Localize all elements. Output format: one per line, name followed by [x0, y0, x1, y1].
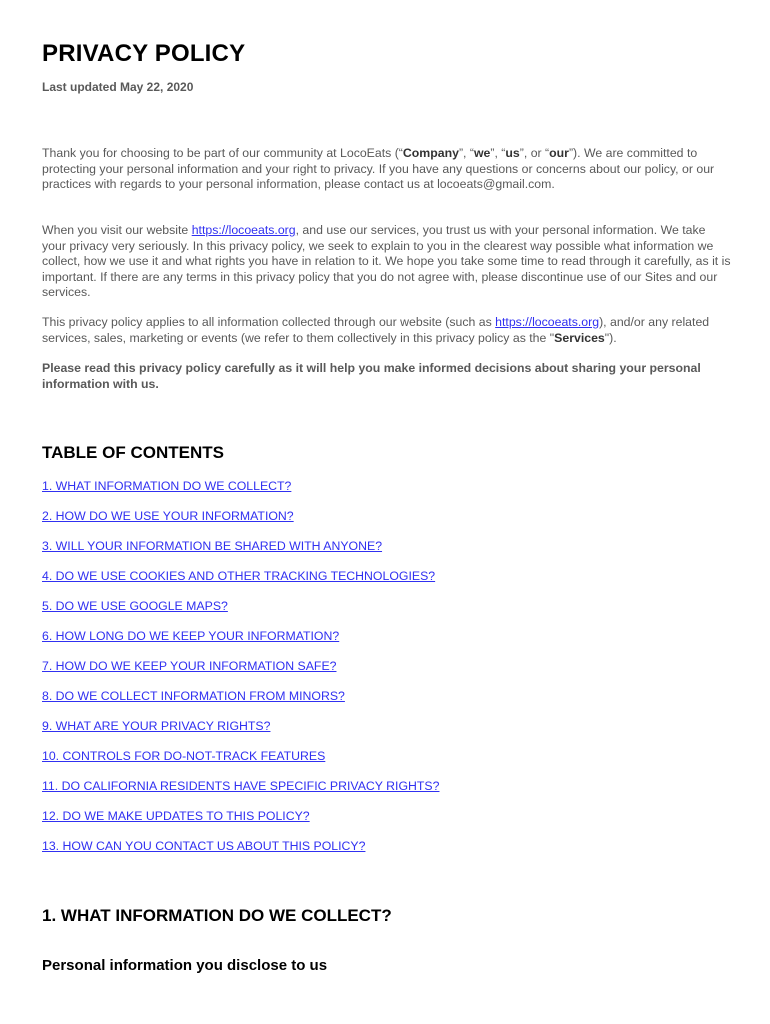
intro-text: ”). We are committed to protecting your personal information and your right to privacy. If you have any questions or concerns about our policy, or our practices with regards to your personal information, please contact us at locoeats@gmail.com. [42, 146, 715, 192]
intro-paragraph-3 [42, 315, 732, 346]
toc-item [42, 839, 439, 869]
toc-item [42, 539, 439, 569]
page-title: PRIVACY POLICY [42, 40, 246, 67]
company-term: Company [402, 146, 459, 160]
toc-link-6[interactable]: 6. HOW LONG DO WE KEEP YOUR INFORMATION? [42, 629, 340, 643]
toc-link-12[interactable]: 12. DO WE MAKE UPDATES TO THIS POLICY? [42, 809, 310, 823]
toc-title: TABLE OF CONTENTS [42, 443, 224, 462]
website-link[interactable]: https://locoeats.org [191, 223, 296, 237]
website-link[interactable]: https://locoeats.org [495, 315, 600, 329]
we-term: we [473, 146, 491, 160]
toc-link-13[interactable]: 13. HOW CAN YOU CONTACT US ABOUT THIS POLICY? [42, 839, 366, 853]
intro-paragraph-2 [42, 223, 732, 301]
toc-item [42, 599, 439, 629]
intro-text: Thank you for choosing to be part of our community at LocoEats (“ [42, 146, 403, 160]
intro-text: ”, or “ [519, 146, 550, 160]
toc-link-2[interactable]: 2. HOW DO WE USE YOUR INFORMATION? [42, 509, 294, 523]
toc-item [42, 809, 439, 839]
intro-text: This privacy policy applies to all information collected through our website (such as [42, 315, 496, 329]
toc-item [42, 509, 439, 539]
our-term: our [549, 146, 569, 160]
toc-item [42, 749, 439, 779]
intro-text: ”, “ [490, 146, 506, 160]
intro-text: "). [604, 330, 617, 345]
intro-text: When you visit our website [42, 223, 192, 237]
intro-paragraph-1 [42, 146, 732, 193]
toc-item [42, 629, 439, 659]
toc-item [42, 779, 439, 809]
toc-item [42, 659, 439, 689]
toc-item [42, 689, 439, 719]
intro-text: ”, “ [458, 146, 474, 160]
toc-link-3[interactable]: 3. WILL YOUR INFORMATION BE SHARED WITH ANYONE? [42, 539, 383, 553]
toc-item [42, 569, 439, 599]
toc-item [42, 719, 439, 749]
toc-link-1[interactable]: 1. WHAT INFORMATION DO WE COLLECT? [42, 479, 292, 493]
section-1-subtitle: Personal information you disclose to us [42, 957, 328, 974]
toc-link-7[interactable]: 7. HOW DO WE KEEP YOUR INFORMATION SAFE? [42, 659, 337, 673]
table-of-contents [42, 479, 439, 869]
intro-text: ), and/or any related services, sales, marketing or events (we refer to them collectively in this privacy policy as the " [42, 315, 710, 345]
toc-link-9[interactable]: 9. WHAT ARE YOUR PRIVACY RIGHTS? [42, 719, 271, 733]
section-1-title: 1. WHAT INFORMATION DO WE COLLECT? [42, 906, 392, 925]
toc-link-4[interactable]: 4. DO WE USE COOKIES AND OTHER TRACKING TECHNOLOGIES? [42, 569, 436, 583]
us-term: us [505, 146, 520, 160]
toc-link-5[interactable]: 5. DO WE USE GOOGLE MAPS? [42, 599, 228, 613]
toc-item [42, 479, 439, 509]
intro-text: , and use our services, you trust us with your personal information. We take your privacy very seriously. In this privacy policy, we seek to explain to you in the clearest way possible what information we collect, how we use it and what rights you have in relation to it. We hope you take some time to read through it carefully, as it is important. If there are any terms in this privacy policy that you do not agree with, please discontinue use of our Sites and our services. [42, 223, 731, 300]
last-updated: Last updated May 22, 2020 [42, 80, 194, 94]
toc-link-11[interactable]: 11. DO CALIFORNIA RESIDENTS HAVE SPECIFIC PRIVACY RIGHTS? [42, 779, 440, 793]
toc-link-8[interactable]: 8. DO WE COLLECT INFORMATION FROM MINORS? [42, 689, 345, 703]
intro-paragraph-4: Please read this privacy policy carefully as it will help you make informed decisions about sharing your personal information with us. [42, 361, 701, 391]
services-term: Services [554, 330, 605, 345]
toc-link-10[interactable]: 10. CONTROLS FOR DO-NOT-TRACK FEATURES [42, 749, 326, 763]
